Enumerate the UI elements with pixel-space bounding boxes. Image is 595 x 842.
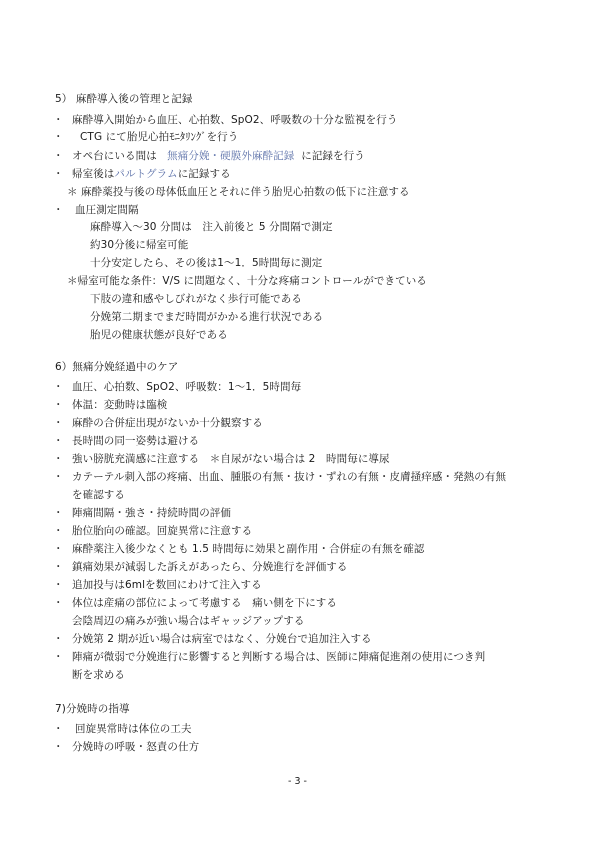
bullet: ・: [53, 651, 64, 663]
bullet: ・: [53, 633, 64, 645]
bullet: ・: [53, 435, 64, 447]
measurement-line: 麻酔導入～30 分間は 注入前後と 5 分間隔で測定: [90, 221, 333, 233]
bullet: ・: [53, 453, 64, 465]
list-item-continuation: 断を求める: [72, 669, 125, 681]
measurement-line: 約30分後に帰室可能: [90, 239, 189, 251]
bullet: ・: [53, 471, 64, 483]
condition-line: 胎児の健康状態が良好である: [90, 329, 228, 341]
bullet: ・: [53, 561, 64, 573]
section-6-heading: 6）無痛分娩経過中のケア: [55, 361, 179, 373]
bullet: ・: [53, 741, 64, 753]
bullet: ・: [53, 507, 64, 519]
bullet: ・: [53, 597, 64, 609]
list-item-continuation: を確認する: [72, 489, 125, 501]
anesthesia-record-link[interactable]: 無痛分娩・硬膜外麻酔記録: [167, 150, 295, 162]
measurement-line: 十分安定したら、その後は1～1．5時間毎に測定: [90, 257, 323, 269]
note-return-conditions: ＊帰室可能な条件：V/S に問題なく、十分な疼痛コントロールができている: [67, 275, 427, 287]
bullet: ・: [53, 114, 64, 126]
section-5-heading: 5） 麻酔導入後の管理と記録: [55, 93, 193, 105]
partogram-link[interactable]: パルトグラム: [114, 168, 178, 180]
bullet: ・: [53, 399, 64, 411]
condition-line: 下肢の違和感やしびれがなく歩行可能である: [90, 293, 302, 305]
bullet: ・: [53, 131, 64, 143]
bullet: ・: [53, 543, 64, 555]
bullet: ・: [53, 204, 64, 216]
bullet: ・: [53, 579, 64, 591]
condition-line: 分娩第二期までまだ時間がかかる進行状況である: [90, 311, 324, 323]
bullet: ・: [53, 525, 64, 537]
bullet: ・: [53, 723, 64, 735]
bullet: ・: [53, 168, 64, 180]
page-number: - 3 -: [288, 776, 307, 787]
list-item-continuation: 会陰周辺の痛みが強い場合はギャッジアップする: [72, 615, 305, 627]
bullet: ・: [53, 150, 64, 162]
bullet: ・: [53, 417, 64, 429]
bullet: ・: [53, 381, 64, 393]
section-7-heading: 7)分娩時の指導: [55, 703, 130, 715]
note-hypotension: ＊ 麻酔薬投与後の母体低血圧とそれに伴う胎児心拍数の低下に注意する: [67, 186, 410, 198]
